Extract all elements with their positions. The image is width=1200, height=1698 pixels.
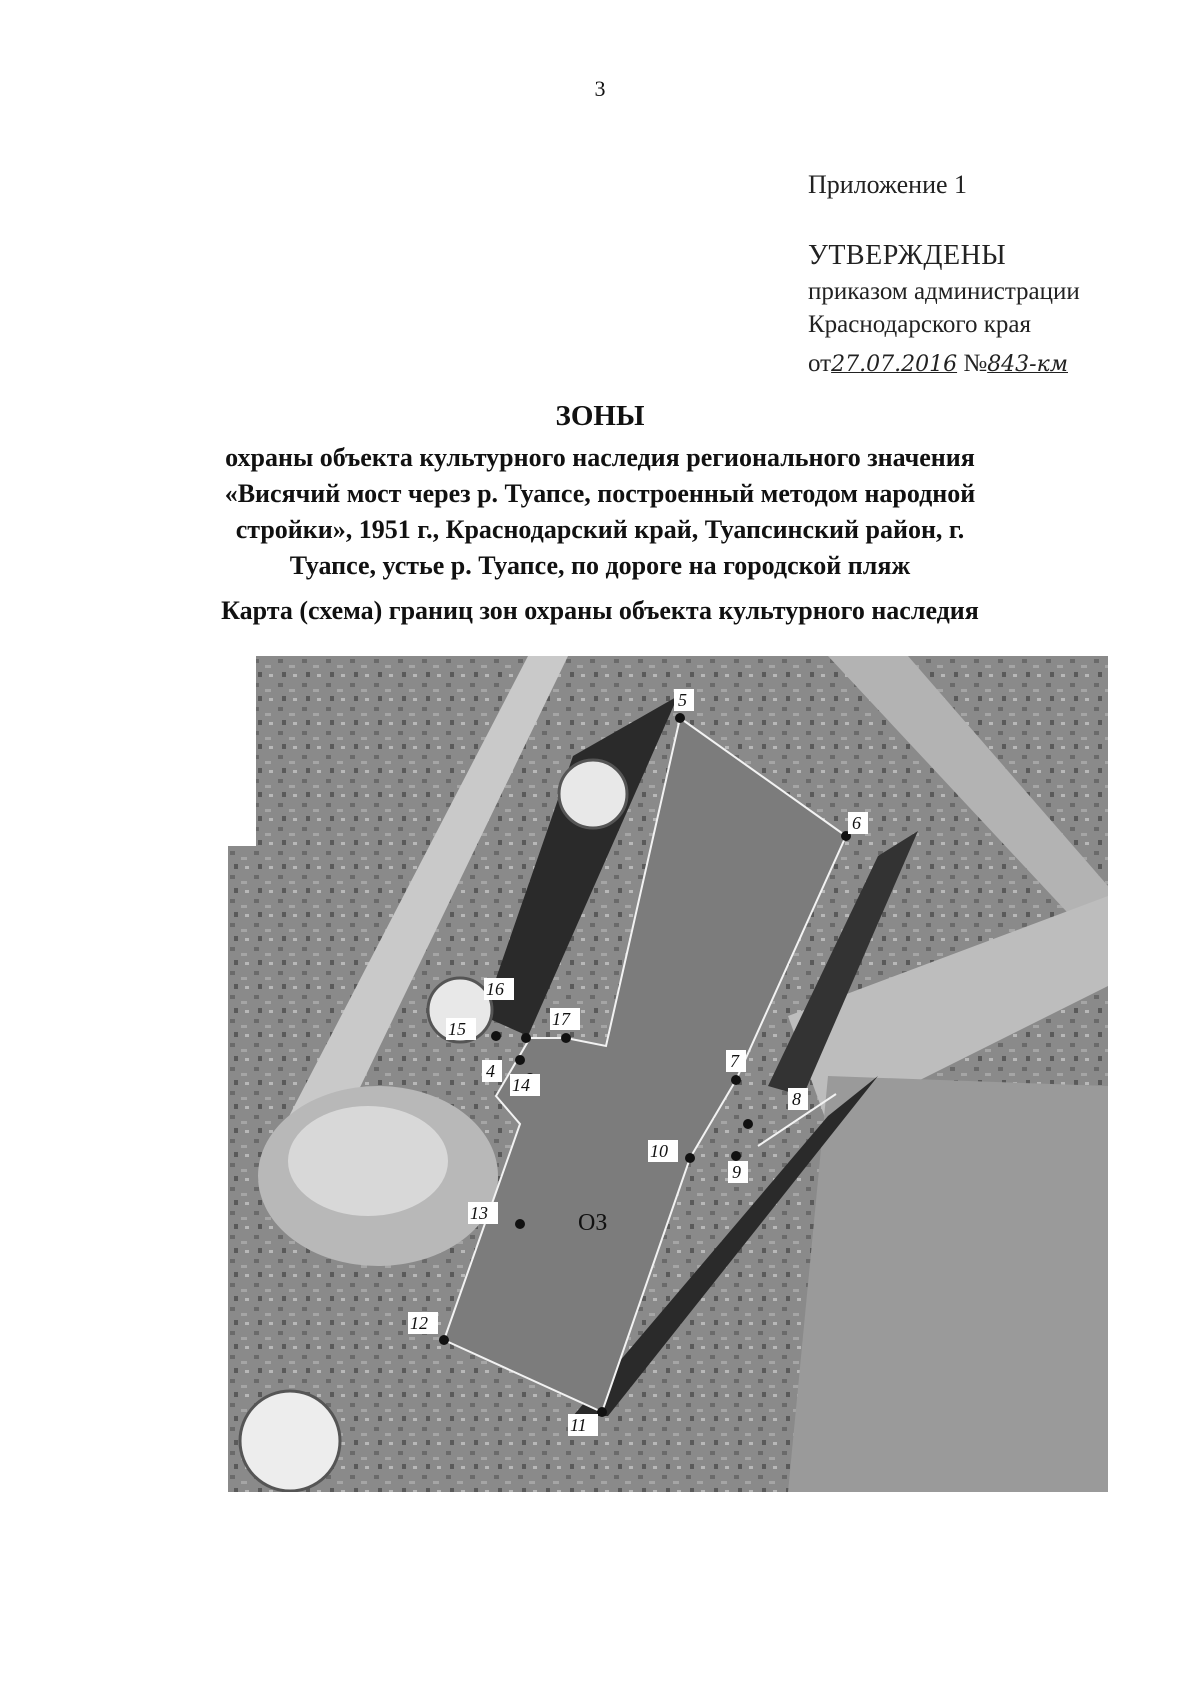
date-prefix: от [808,350,832,377]
appendix-label: Приложение 1 [808,170,968,199]
point-5: 5 [678,690,687,710]
point-7: 7 [730,1051,739,1071]
point-16: 16 [486,979,504,999]
approved-by-line1: приказом администрации [808,278,1080,305]
handwritten-date: 27.07.2016 [831,352,958,377]
map-caption: Карта (схема) границ зон охраны объекта культурного наследия [221,596,979,625]
document-title: ЗОНЫ [555,400,645,432]
point-17: 17 [552,1009,570,1029]
point-13: 13 [470,1203,488,1223]
handwritten-number: 843-км [987,352,1068,377]
approved-label: УТВЕРЖДЕНЫ [808,240,1007,271]
point-12: 12 [410,1313,428,1333]
point-11: 11 [570,1415,587,1435]
satellite-map [228,656,1108,1492]
document-subtitle: охраны объекта культурного наследия регионального значения «Висячий мост через р. Туапсе, построенный методом народной стройки», 1951 г., Краснодарский край, Туапсинский район, г. Туапсе, устье р. Туапсе, по дороге на городской пляж [224,443,976,580]
approved-by-line2: Краснодарского края [808,311,1031,338]
order-date-line [808,350,1068,378]
point-9: 9 [732,1162,741,1182]
point-4: 4 [486,1061,495,1081]
page-number: 3 [594,76,606,101]
zone-label: ОЗ [578,1210,608,1236]
point-6: 6 [852,813,861,833]
point-15: 15 [448,1019,466,1039]
point-8: 8 [792,1089,801,1109]
number-prefix: № [963,350,988,377]
point-10: 10 [650,1141,668,1161]
point-14: 14 [512,1075,530,1095]
